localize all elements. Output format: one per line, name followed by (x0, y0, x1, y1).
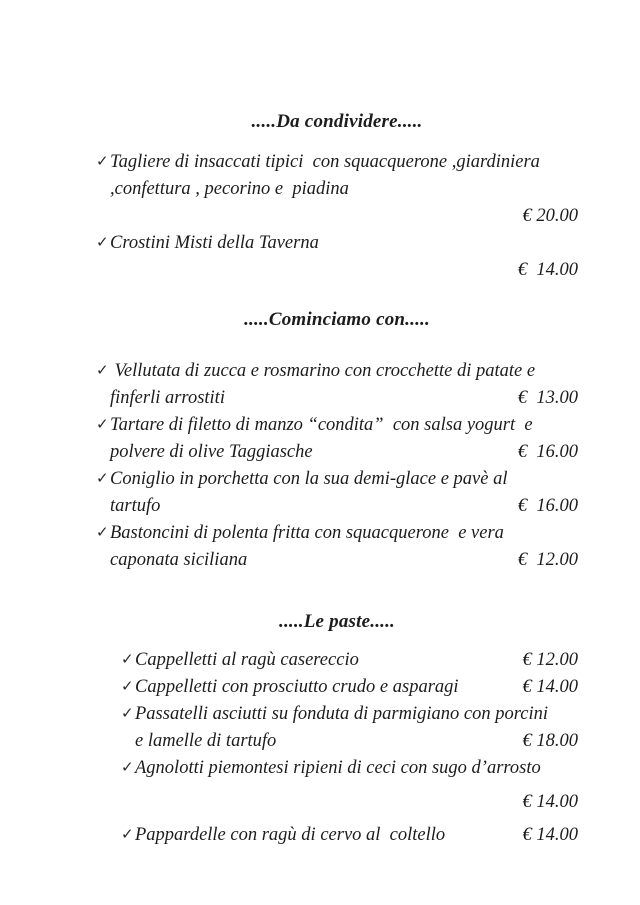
section-title: .....Cominciamo con..... (244, 309, 430, 330)
menu-item-body (110, 412, 578, 466)
item-price: € 14.00 (522, 825, 578, 845)
item-text: Cappelletti con prosciutto crudo e asparagi (135, 677, 459, 697)
item-text: polvere di olive Taggiasche (110, 442, 313, 462)
menu-item (96, 412, 578, 466)
check-icon: ✓ (121, 760, 134, 776)
menu-item-body (110, 149, 578, 230)
menu-item (121, 755, 578, 816)
menu-item-line (135, 701, 578, 728)
item-price: € 18.00 (522, 731, 578, 751)
menu-item-line (135, 674, 578, 701)
menu-item (96, 466, 578, 520)
menu-item-body (135, 647, 578, 674)
menu-item-body (110, 520, 578, 574)
menu-item-line (110, 385, 578, 412)
item-text: e lamelle di tartufo (135, 731, 277, 751)
menu-item-line (110, 439, 578, 466)
menu-item-body (110, 358, 578, 412)
menu-item-line (110, 149, 578, 176)
menu-item-line (135, 755, 578, 782)
menu-item-line (110, 230, 578, 257)
section-title: .....Le paste..... (279, 611, 395, 632)
menu-item-line (110, 203, 578, 230)
section-items (96, 358, 578, 574)
menu-item-body (135, 822, 578, 849)
item-price: € 14.00 (517, 260, 578, 280)
menu-section (96, 108, 578, 284)
item-price: € 12.00 (517, 550, 578, 570)
item-price: € 14.00 (522, 792, 578, 812)
menu-item-body (135, 701, 578, 755)
item-price: € 14.00 (522, 677, 578, 697)
menu-item (121, 822, 578, 849)
check-icon: ✓ (96, 471, 109, 487)
item-price: € 16.00 (517, 496, 578, 516)
item-text: Bastoncini di polenta fritta con squacquerone e vera (110, 523, 504, 543)
menu-item (121, 674, 578, 701)
item-text: Vellutata di zucca e rosmarino con crocchette di patate e (110, 361, 536, 381)
item-text: Pappardelle con ragù di cervo al coltello (135, 825, 446, 845)
menu-item-body (110, 466, 578, 520)
item-text: Agnolotti piemontesi ripieni di ceci con sugo d’arrosto (135, 758, 541, 778)
check-icon: ✓ (121, 827, 134, 843)
menu-item (96, 358, 578, 412)
menu-section (96, 608, 578, 849)
item-price: € 16.00 (517, 442, 578, 462)
menu-item-line (135, 647, 578, 674)
check-icon: ✓ (96, 525, 109, 541)
check-icon: ✓ (121, 652, 134, 668)
item-text: Coniglio in porchetta con la sua demi-glace e pavè al (110, 469, 508, 489)
item-price: € 12.00 (522, 650, 578, 670)
menu-item (96, 230, 578, 284)
menu-item-line (110, 520, 578, 547)
menu-item-line (110, 176, 578, 203)
check-icon: ✓ (121, 706, 134, 722)
menu-item-body (135, 674, 578, 701)
item-text: caponata siciliana (110, 550, 248, 570)
item-text: Cappelletti al ragù casereccio (135, 650, 359, 670)
menu-item (96, 149, 578, 230)
section-items (96, 647, 578, 849)
menu-item-line (110, 493, 578, 520)
item-text: Crostini Misti della Taverna (110, 233, 319, 253)
section-items (96, 149, 578, 284)
menu-item-line (135, 822, 578, 849)
menu-item-body (135, 755, 578, 816)
menu-item-line (110, 466, 578, 493)
check-icon: ✓ (96, 154, 109, 170)
menu-item-body (110, 230, 578, 284)
menu-item (121, 647, 578, 674)
item-text: finferli arrostiti (110, 388, 225, 408)
menu-item-line (135, 789, 578, 816)
check-icon: ✓ (96, 363, 109, 379)
menu-item-line (110, 358, 578, 385)
check-icon: ✓ (96, 235, 109, 251)
item-text: Tartare di filetto di manzo “condita” con salsa yogurt e (110, 415, 533, 435)
item-text: ,confettura , pecorino e piadina (110, 179, 349, 199)
item-price: € 13.00 (517, 388, 578, 408)
item-price: € 20.00 (522, 206, 578, 226)
menu-item-line (110, 257, 578, 284)
check-icon: ✓ (121, 679, 134, 695)
section-title: .....Da condividere..... (251, 111, 423, 132)
menu-item (121, 701, 578, 755)
menu-item-line (110, 547, 578, 574)
menu-section (96, 306, 578, 574)
item-text: Tagliere di insaccati tipici con squacquerone ,giardiniera (110, 152, 540, 172)
menu-item (96, 520, 578, 574)
check-icon: ✓ (96, 417, 109, 433)
menu-item-line (110, 412, 578, 439)
item-text: Passatelli asciutti su fonduta di parmigiano con porcini (135, 704, 548, 724)
menu-item-line (135, 728, 578, 755)
item-text: tartufo (110, 496, 161, 516)
